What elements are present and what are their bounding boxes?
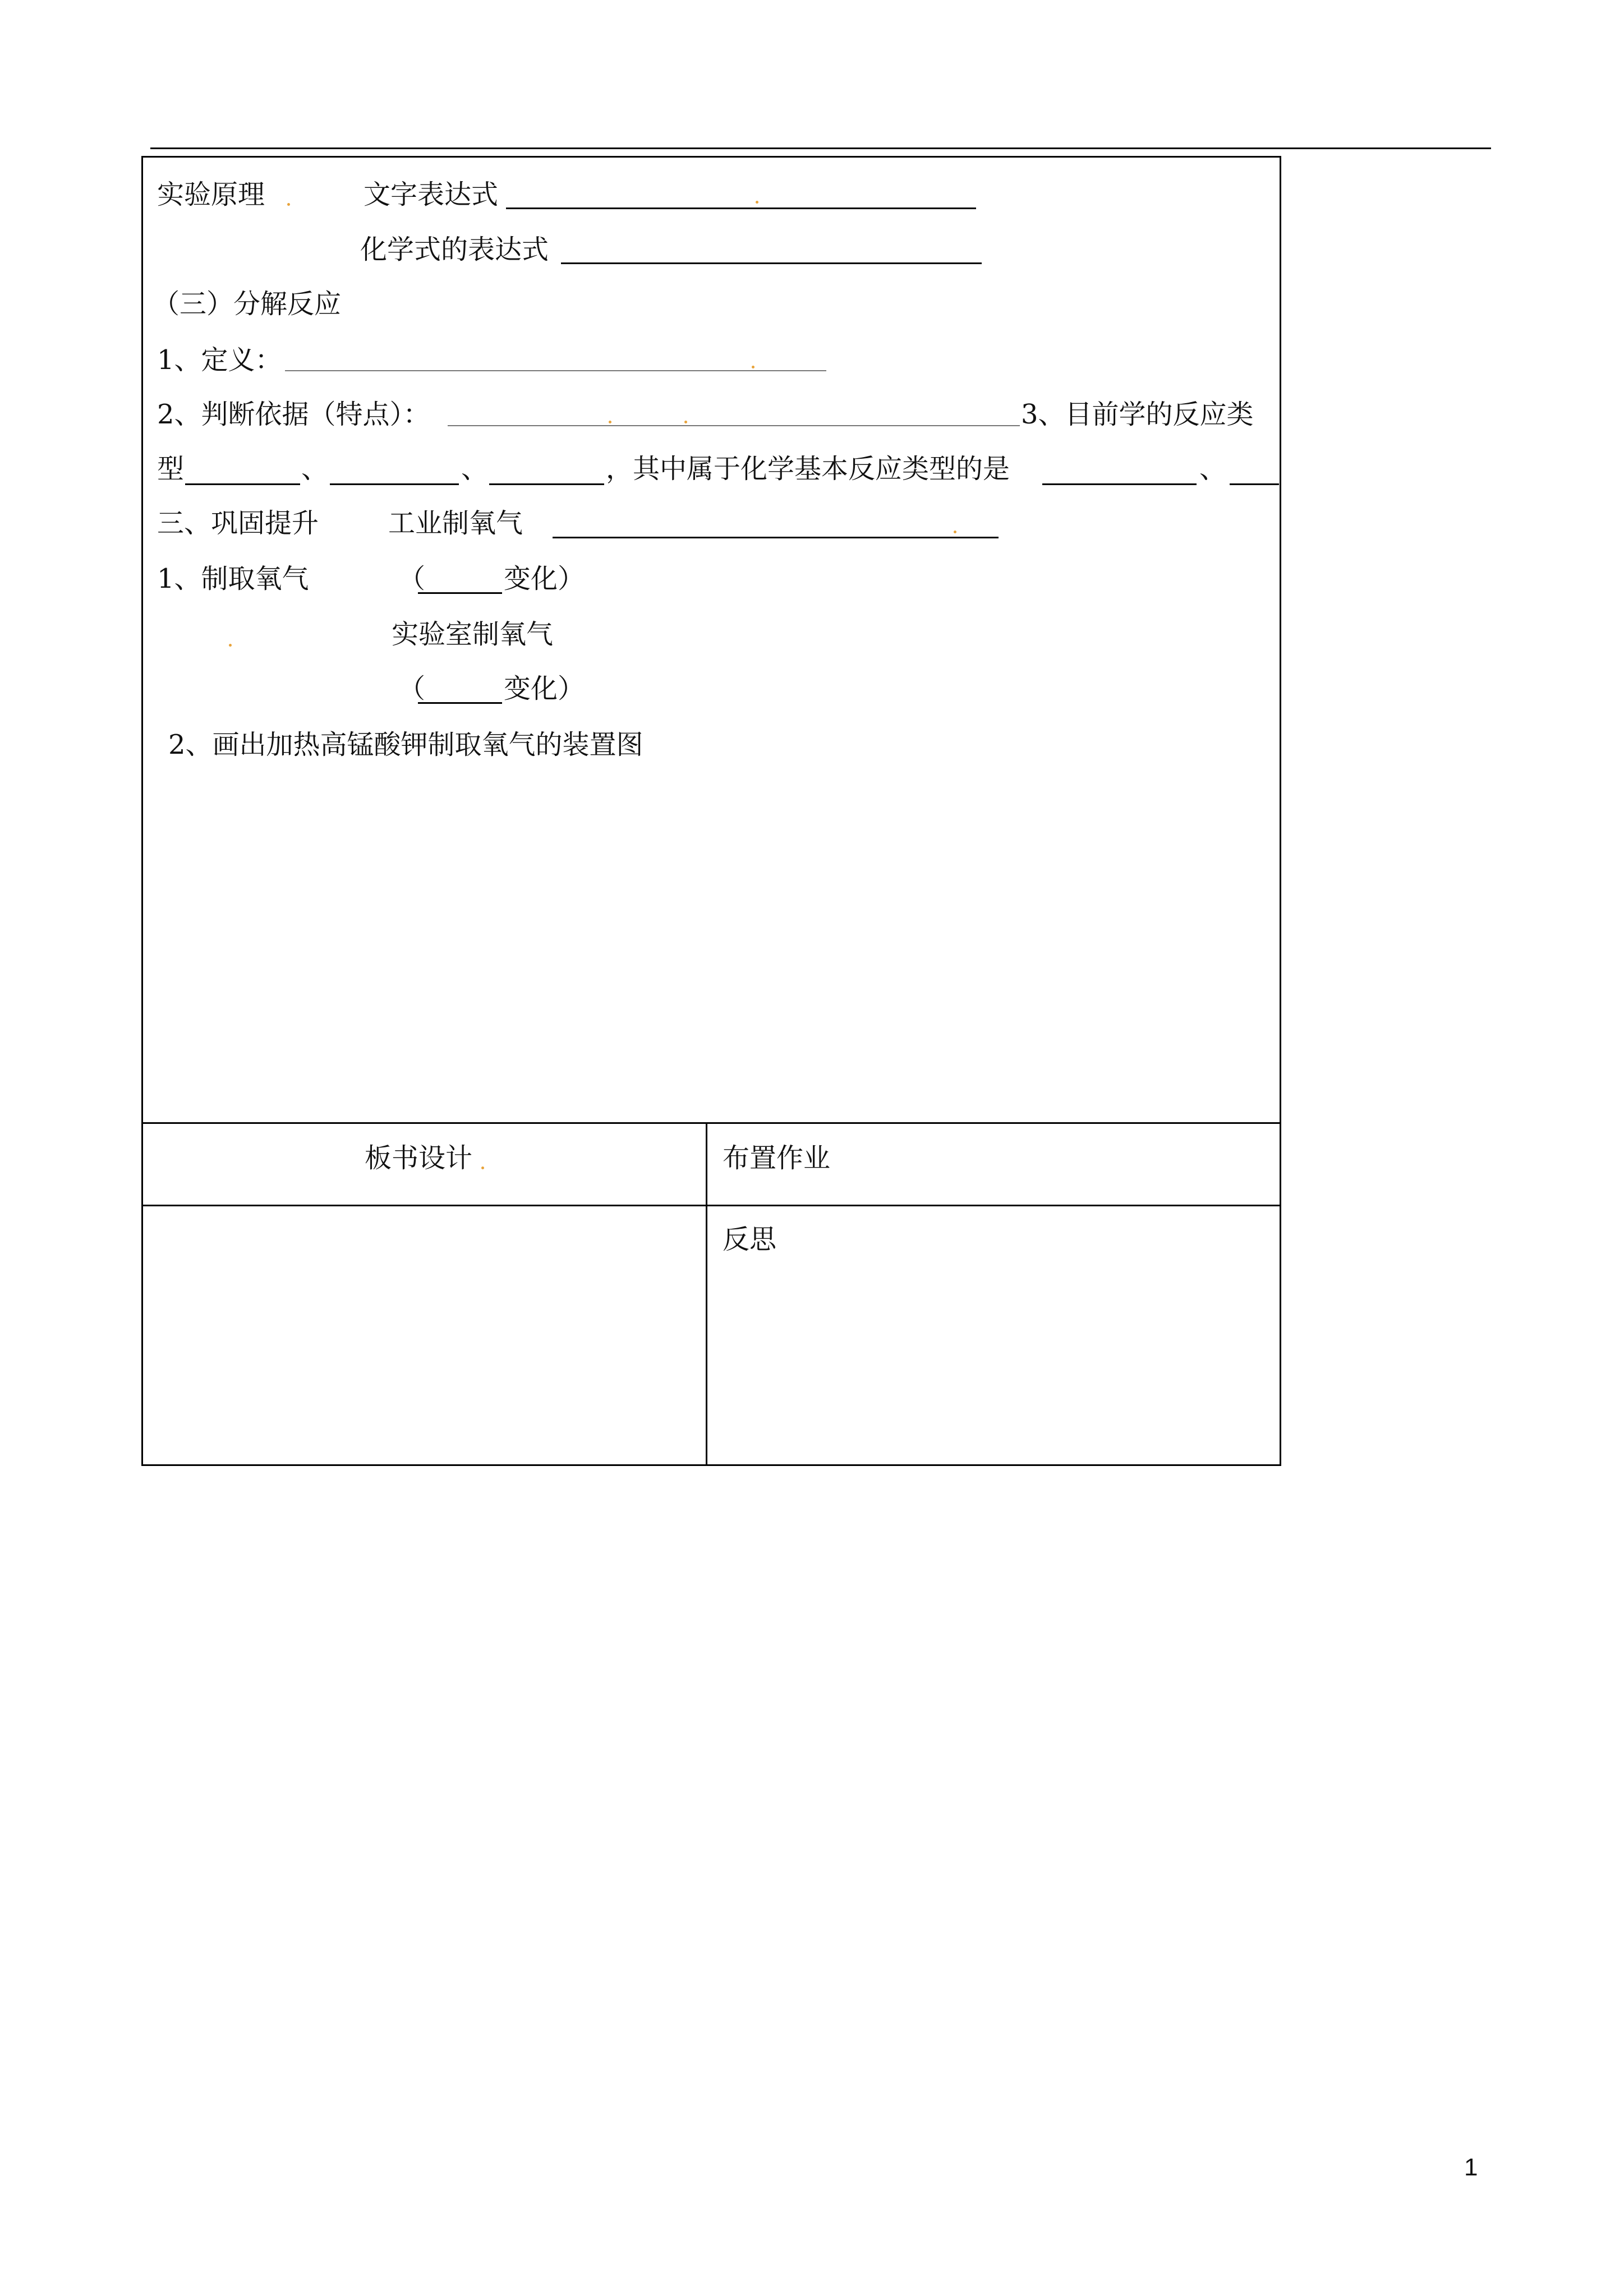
- separator: 、: [1199, 453, 1227, 485]
- header-rule: [150, 147, 1491, 149]
- mark-dot: [756, 201, 758, 204]
- change-open-1: （: [398, 563, 426, 594]
- decomposition-heading: （三）分解反应: [153, 288, 342, 320]
- formula-expression-blank[interactable]: [561, 262, 982, 264]
- board-design-cell[interactable]: [147, 1211, 700, 1458]
- change-type-blank-2[interactable]: [418, 702, 502, 704]
- consolidate-heading: 三、巩固提升: [157, 508, 319, 539]
- word-expression-label: 文字表达式: [364, 179, 499, 210]
- mark-dot: [752, 366, 755, 368]
- criterion-label: 2、判断依据（特点）：: [157, 399, 430, 430]
- basic-type-blank-1[interactable]: [1042, 483, 1197, 485]
- separator: 、: [301, 453, 329, 485]
- reaction-type-blank-2[interactable]: [330, 483, 459, 485]
- drawing-area[interactable]: [163, 768, 1257, 1105]
- change-type-blank-1[interactable]: [418, 592, 502, 594]
- basic-type-blank-2[interactable]: [1230, 483, 1279, 485]
- change-open-2: （: [398, 673, 426, 704]
- reaction-types-label: 3、目前学的反应类: [1021, 399, 1254, 430]
- make-oxygen-label: 1、制取氧气: [157, 563, 309, 594]
- page-number: 1: [1464, 2154, 1478, 2181]
- reaction-type-blank-3[interactable]: [489, 483, 604, 485]
- homework-label: 布置作业: [723, 1142, 831, 1174]
- word-expression-blank[interactable]: [506, 208, 976, 209]
- draw-apparatus-label: 2、画出加热高锰酸钾制取氧气的装置图: [168, 729, 643, 760]
- board-design-label: 板书设计: [365, 1142, 473, 1174]
- change-close-2: 变化）: [504, 673, 585, 704]
- industrial-oxygen-blank[interactable]: [553, 537, 999, 538]
- mark-dot: [609, 421, 611, 423]
- lower-table-row-divider: [141, 1205, 1281, 1206]
- mark-dot: [481, 1167, 484, 1169]
- industrial-oxygen-label: 工业制氧气: [388, 508, 523, 539]
- principle-label: 实验原理: [157, 179, 265, 210]
- reflection-label: 反思: [723, 1224, 777, 1255]
- change-close-1: 变化）: [504, 563, 585, 594]
- mark-dot: [287, 203, 290, 206]
- criterion-blank[interactable]: [448, 425, 1020, 426]
- reaction-type-blank-1[interactable]: [185, 483, 300, 485]
- reaction-types-label-cont: 型: [157, 453, 185, 485]
- mark-dot: [229, 644, 232, 647]
- separator: 、: [461, 453, 489, 485]
- lab-oxygen-label: 实验室制氧气: [392, 619, 554, 650]
- lower-table-divider: [706, 1123, 707, 1465]
- definition-label: 1、定义：: [157, 344, 282, 376]
- reflection-cell[interactable]: [712, 1262, 1273, 1458]
- mark-dot: [684, 421, 687, 423]
- definition-blank[interactable]: [285, 370, 826, 371]
- basic-types-label: ，其中属于化学基本反应类型的是: [606, 453, 1010, 485]
- mark-dot: [954, 531, 956, 533]
- formula-expression-label: 化学式的表达式: [360, 234, 549, 265]
